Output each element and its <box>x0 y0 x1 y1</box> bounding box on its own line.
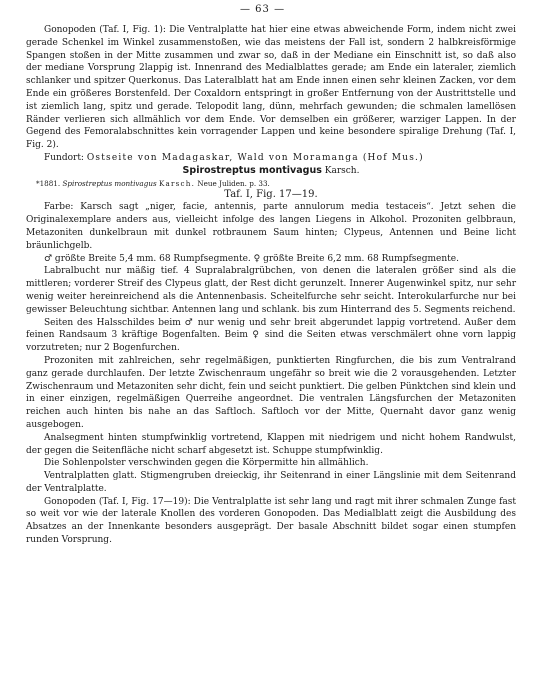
citation-year: *1881. <box>36 178 61 188</box>
body-paragraph-farbe: Farbe: Karsch sagt „niger, facie, antennis, parte annulorum media testaceis“. Jetzt sehen die Originalexemplare anders aus, vielleicht infolge des langen Liegens in Alkohol. Prozoniten gelbbraun, Metazoniten dunkelbraun mit dunkel rotbraunem Saum hinten; Clypeus, Antennen und Beine licht bräunlichgelb. <box>26 202 516 251</box>
body-paragraph-ventralplatten: Ventralplatten glatt. Stigmengruben dreieckig, ihr Seitenrand in einer Längslinie mit dem Seitenrand der Ventralplatte. <box>26 471 516 494</box>
body-paragraph-halsschild: Seiten des Halsschildes beim ♂ nur wenig und sehr breit abgerundet lappig vortretend. Außer dem feinen Randsaum 3 kräftige Bogenfalten. Beim ♀ sind die Seiten etwas verschmälert ohne vorn lappig vorzutreten; nur 2 Bogenfurchen. <box>26 317 516 354</box>
fundort-label: Fundort: <box>44 152 84 163</box>
species-citation <box>26 178 516 189</box>
figure-reference: Taf. I, Fig. 17—19. <box>224 188 318 200</box>
gonopoden-paragraph-previous: Gonopoden (Taf. I, Fig. 1): Die Ventralplatte hat hier eine etwas abweichende Form, indem nicht zwei gerade Schenkel im Winkel zusammenstoßen, wie das meistens der Fall ist, sondern 2 halbkreisförmige Spangen stoßen in der Mitte zusammen und zwar so, daß in der Mediane ein Einschnitt ist, so daß also der mediane Vorsprung 2lappig ist. Innenrand des Medialblattes gerade; am Ende ein lateraler, ziemlich schlanker und spitzer Querkonus. Das Lateralblatt hat am Ende innen einen sehr kleinen Zacken, vor dem Ende ein größeres Borstenfeld. Der Coxaldorn entspringt in großer Entfernung von der Austrittstelle und ist ziemlich lang, spitz und gerade. Telopodit lang, dünn, mehrfach gewunden; die schmalen lamellösen Ränder verlieren sich allmählich vor dem Ende. Vor demselben ein größerer, warziger Lappen. In der Gegend des Femoralabschnittes kein vorragender Lappen und keine besondere spiralige Drehung (Taf. I, Fig. 2). <box>26 25 516 151</box>
species-author: Karsch. <box>324 165 360 176</box>
citation-source: Neue Juliden. p. 33. <box>197 178 270 188</box>
citation-name: Spirostreptus montivagus <box>62 178 157 188</box>
page-number: — 63 — <box>240 4 286 15</box>
body-paragraph-sohlenpolster: Die Sohlenpolster verschwinden gegen die Körpermitte hin allmählich. <box>44 458 369 469</box>
body-paragraph-prozoniten: Prozoniten mit zahlreichen, sehr regelmäßigen, punktierten Ringfurchen, die bis zum Ventralrand ganz gerade durchlaufen. Der letzte Zwischenraum ungefähr so breit wie die 2 vorausgehenden. Letzter Zwischenraum und Metazoniten sehr dicht, fein und seicht punktiert. Die gelben Pünktchen sind klein und in einer einzigen, regelmäßigen Querreihe angeordnet. Die ventralen Längsfurchen der Metazoniten reichen auch hinten bis nahe an das Saftloch. Saftloch vor der Mitte, Quernaht davor ganz wenig ausgebogen. <box>26 355 516 430</box>
citation-author: Karsch. <box>158 178 196 188</box>
body-paragraph-gonopoden: Gonopoden (Taf. I, Fig. 17—19): Die Ventralplatte ist sehr lang und ragt mit ihrer schmalen Zunge fast so weit vor wie der laterale Knollen des vorderen Gonopoden. Das Medialblatt zeigt die Ausbildung des Absatzes an der Innenkante besonders ausgeprägt. Der basale Abschnitt bildet sogar einen stumpfen runden Vorsprung. <box>26 496 516 546</box>
body-paragraph-measurements: ♂ größte Breite 5,4 mm. 68 Rumpfsegmente. ♀ größte Breite 6,2 mm. 68 Rumpfsegmente. <box>44 253 459 264</box>
page-header <box>0 4 537 18</box>
body-paragraph-analsegment: Analsegment hinten stumpfwinklig vortretend, Klappen mit niedrigem und nicht hohem Randwulst, der gegen die Seitenfläche nicht scharf abgesetzt ist. Schuppe stumpfwinklig. <box>26 432 516 456</box>
fundort-line <box>26 152 516 165</box>
species-heading <box>26 165 516 178</box>
page-body <box>26 24 516 547</box>
species-name: Spirostreptus montivagus <box>182 164 322 176</box>
fundort-text: Ostseite von Madagaskar, Wald von Moramanga (Hof Mus.) <box>86 152 424 163</box>
body-paragraph-labralbucht: Labralbucht nur mäßig tief. 4 Supralabralgrübchen, von denen die lateralen größer sind als die mittleren; vorderer Streif des Clypeus glatt, der Rest dicht gerunzelt. Innerer Augenwinkel spitz, nur sehr wenig weiter hereinreichend als die Antennenbasis. Scheitelfurche sehr seicht. Interokularfurche nur bei gewisser Beleuchtung sichtbar. Antennen lang und schlank. bis zum Hinterrand des 5. Segments reichend. <box>26 266 516 315</box>
